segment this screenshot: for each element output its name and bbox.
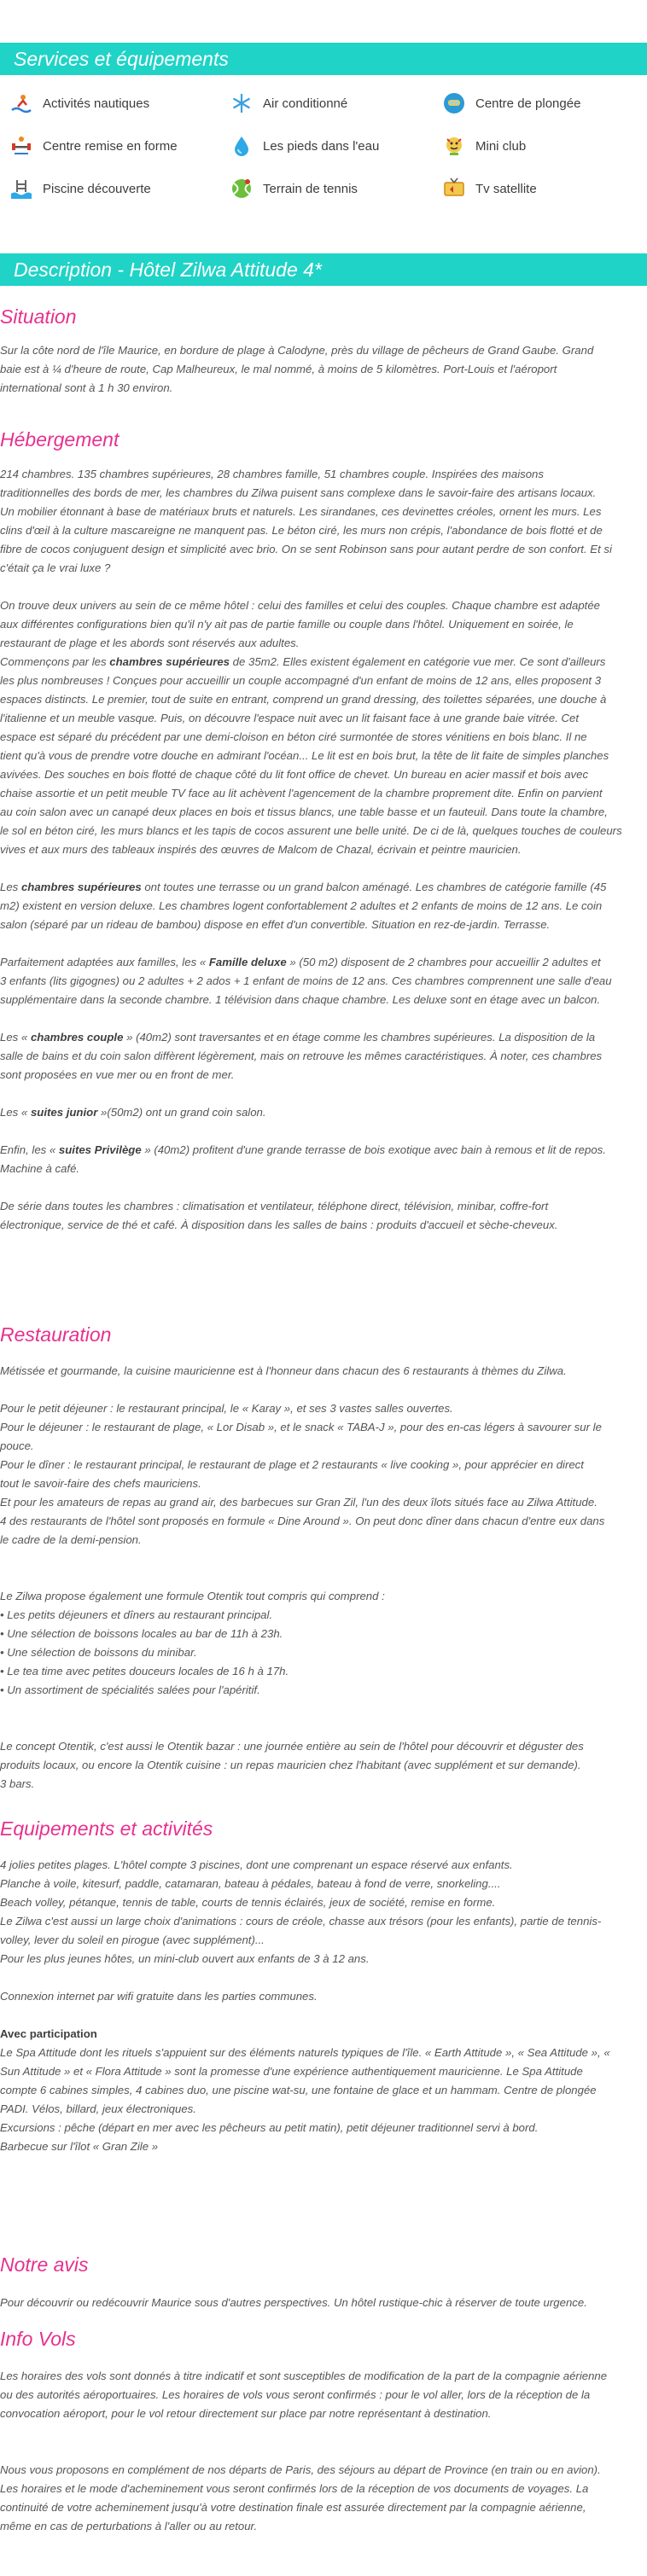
text-line: • Le tea time avec petites douceurs locales de 16 h à 17h. xyxy=(0,1665,289,1678)
text-line: Le concept Otentik, c'est aussi le Otentik bazar : une journée entière au sein de l'hôtel pour découvrir et déguster des xyxy=(0,1740,584,1753)
text-line: Connexion internet par wifi gratuite dans les parties communes. xyxy=(0,1990,318,2003)
water-sports-icon xyxy=(9,90,34,116)
hebergement-title: Hébergement xyxy=(0,428,119,451)
text-line: Beach volley, pétanque, tennis de table, courts de tennis éclairés, jeux de société, remise en forme. xyxy=(0,1896,496,1909)
amenity-fitness-center: Centre remise en forme xyxy=(9,133,178,159)
text-line: Et pour les amateurs de repas au grand air, des barbecues sur Gran Zil, l'un des deux îlots situés face au Zilwa Attitude. xyxy=(0,1496,597,1509)
text-line: PADI. Vélos, billard, jeux électroniques. xyxy=(0,2102,196,2115)
pool-icon xyxy=(9,176,34,201)
satellite-tv-icon xyxy=(441,176,467,201)
paragraph-gap xyxy=(0,1568,644,1587)
amenity-diving-center: Centre de plongée xyxy=(441,90,580,116)
text-line: • Les petits déjeuners et dîners au restaurant principal. xyxy=(0,1608,273,1621)
info-vols-text: Les horaires des vols sont donnés à titre indicatif et sont susceptibles de modification de la part de la compagnie aérienne ou des autorités aéroportuaires. Les horaires de vols vous seront confirmés : pour le vol aller, lors de la réception de la convocation aéroport, pour le vol retour directement sur place par notre représentant à destination. Nous vous proposons en complément de nos départs de Paris, des séjours au départ de Province (en train ou en avion). Les horaires et le mode d'acheminement vous seront confirmés lors de la réception de vos documents de voyages. La continuité de votre acheminement jusqu'à votre destination finale est assurée directement par la compagnie aérienne, même en cas de perturbations à l'aller ou au retour. xyxy=(0,2370,608,2532)
text-line: 4 des restaurants de l'hôtel sont proposés en formule « Dine Around ». On peut donc dîner dans chacun d'entre eux dans xyxy=(0,1515,605,1527)
amenity-outdoor-pool: Piscine découverte xyxy=(9,176,151,201)
text-line: • Une sélection de boissons locales au bar de 11h à 23h. xyxy=(0,1627,283,1640)
text-line: 4 jolies petites plages. L'hôtel compte 3 piscines, dont une comprenant un espace réservé aux enfants. xyxy=(0,1858,513,1871)
hebergement-text: 214 chambres. 135 chambres supérieures, 28 chambres famille, 51 chambres couple. Inspirées des maisons traditionnelles des bords de mer, les chambres du Zilwa puisent sans complexe dans le savoir-faire des artisans locaux. Un mobilier étonnant à base de matériaux bruts et naturels. Les sirandanes, ces devinettes créoles, ornent les murs. Les clins d'œil à la culture mascareigne ne manquent pas. Le béton ciré, les murs non crépis, l'abondance de bois flotté et de fibre de cocos conjuguent design et simplicité avec brio. On se sent Robinson sans pour autant perdre de son confort. Et si c'était ça le vrai luxe ? On trouve deux univers au sein de ce même hôtel : celui des familles et celui des couples. Chaque chambre est adaptée aux différentes configurations bien qu'il n'y ait pas de partie famille ou couple dans l'hôtel. Uniquement en soirée, le restaurant de plage et les abords sont réservés aux adultes. Commençons par les chambres supérieures de 35m2. Elles existent également en catégorie vue mer. Ce sont d'ailleurs les plus nombreuses ! Conçues pour accueillir un couple accompagné d'un enfant de moins de 12 ans, elles proposent 3 espaces distincts. Le premier, tout de suite en entrant, comprend un grand dressing, des toilettes séparées, une douche à l'italienne et un meuble vasque. Puis, on découvre l'espace nuit avec un lit faisant face à une grande baie vitrée. Cet espace est séparé du précédent par une demi-cloison en béton ciré surmontée de stores vénitiens en bois blanc. Il ne tient qu'à vous de prendre votre douche en admirant l'océan... Le lit est en bois brut, la tête de lit faite de simples planches avivées. Des souches en bois flotté de chaque côté du lit font office de chevet. Un bureau en acier massif et bois avec chaise assortie et un petit meuble TV face au lit achèvent l'agencement de la chambre proprement dite. Enfin on parvient au coin salon avec un canapé deux places en bois et tissus blancs, une table basse et un fauteuil. Dans toute la chambre, le sol en béton ciré, les murs blancs et les tapis de cocos assurent une belle unité. De ci de là, quelques touches de couleurs vives et aux murs des tableaux inspirés des œuvres de Malcom de Chazal, écrivain et peintre mauricien. Les chambres supérieures ont toutes une terrasse ou un grand balcon aménagé. Les chambres de catégorie famille (45 m2) existent en version deluxe. Les chambres logent confortablement 2 adultes et 2 enfants de moins de 12 ans. Le coin salon (séparé par un rideau de bambou) dispose en effet d'un convertible. Situation en rez-de-jardin. Terrasse. Parfaitement adaptées aux familles, les « Famille deluxe » (50 m2) disposent de 2 chambres pour accueillir 2 adultes et 3 enfants (lits gigognes) ou 2 adultes + 2 ados + 1 enfant de moins de 12 ans. Ces chambres comprennent une salle d'eau supplémentaire dans la seconde chambre. 1 télévision dans chaque chambre. Les deluxe sont en étage avec un balcon. Les « chambres couple » (40m2) sont traversantes et en étage comme les chambres supérieures. La disposition de la salle de bains et du coin salon diffèrent légèrement, mais on retrouve les mêmes caractéristiques. À noter, ces chambres sont proposées en vue mer ou en front de mer. Les « suites junior »(50m2) ont un grand coin salon. Enfin, les « suites Privilège » (40m2) profitent d'une grande terrasse de bois exotique avec bain à remous et lit de repos. Machine à café. De série dans toutes les chambres : climatisation et ventilateur, téléphone direct, télévision, minibar, coffre-fort électronique, service de thé et café. À disposition dans les salles de bains : produits d'accueil et sèche-cheveux. xyxy=(0,468,622,1231)
equipements-text xyxy=(0,1856,644,2156)
equipements-title: Equipements et activités xyxy=(0,1817,213,1840)
text-line: produits locaux, ou encore la Otentik cuisine : un repas mauricien chez l'habitant (avec supplément et sur demande). xyxy=(0,1759,581,1771)
kids-club-icon xyxy=(441,133,467,159)
notre-avis-text: Pour découvrir ou redécouvrir Maurice sous d'autres perspectives. Un hôtel rustique-chic à réserver de toute urgence. xyxy=(0,2296,587,2309)
text-line: pouce. xyxy=(0,1439,34,1452)
services-header xyxy=(0,43,647,75)
text-line: • Un assortiment de spécialités salées pour l'apéritif. xyxy=(0,1683,260,1696)
amenity-kids-club: Mini club xyxy=(441,133,526,159)
water-drop-icon xyxy=(229,133,254,159)
tennis-icon xyxy=(229,176,254,201)
restauration-title: Restauration xyxy=(0,1323,112,1346)
situation-text: Sur la côte nord de l'île Maurice, en bordure de plage à Calodyne, près du village de pêcheurs de Grand Gaube. Grand baie est à ¼ d'heure de route, Cap Malheureux, le mal nommé, à moins de 5 kilomètres. Port-Louis et l'aéroport international sont à 1 h 30 environ. xyxy=(0,344,594,394)
text-line: 3 bars. xyxy=(0,1777,35,1790)
info-vols-title: Info Vols xyxy=(0,2328,76,2350)
text-line: Pour le dîner : le restaurant principal, le restaurant de plage et 2 restaurants « live cooking », pour apprécier en direct xyxy=(0,1458,584,1471)
amenity-satellite-tv: Tv satellite xyxy=(441,176,537,201)
paragraph-gap xyxy=(0,1968,644,1987)
situation-title: Situation xyxy=(0,305,77,328)
participation-title: Avec participation xyxy=(0,2027,97,2040)
text-line: Le Spa Attitude dont les rituels s'appuient sur des éléments naturels typiques de l'île. « Earth Attitude », « Sea Attitude », « xyxy=(0,2046,610,2059)
paragraph-gap xyxy=(0,1700,644,1718)
restauration-text xyxy=(0,1362,644,1794)
text-line: Métissée et gourmande, la cuisine mauricienne est à l'honneur dans chacun des 6 restaurants à thèmes du Zilwa. xyxy=(0,1364,567,1377)
paragraph-gap xyxy=(0,1550,644,1568)
diving-icon xyxy=(441,90,467,116)
text-line: Le Zilwa propose également une formule Otentik tout compris qui comprend : xyxy=(0,1590,385,1602)
paragraph-gap xyxy=(0,2006,644,2025)
description-header xyxy=(0,253,647,286)
amenity-air-conditioning: Air conditionné xyxy=(229,90,347,116)
text-line: Planche à voile, kitesurf, paddle, catamaran, bateau à pédales, bateau à fond de verre, snorkeling.... xyxy=(0,1877,501,1890)
amenity-beachfront: Les pieds dans l'eau xyxy=(229,133,379,159)
amenity-water-sports: Activités nautiques xyxy=(9,90,149,116)
text-line: Barbecue sur l'îlot « Gran Zile » xyxy=(0,2140,159,2153)
paragraph-gap xyxy=(0,1718,644,1737)
text-line: volley, lever du soleil en pirogue (avec supplément)... xyxy=(0,1933,265,1946)
text-line: Pour le déjeuner : le restaurant de plage, « Lor Disab », et le snack « TABA-J », pour des en-cas légers à savourer sur le xyxy=(0,1421,602,1433)
text-line: Pour le petit déjeuner : le restaurant principal, le « Karay », et ses 3 vastes salles ouvertes. xyxy=(0,1402,453,1415)
text-line: Sun Attitude » et « Flora Attitude » sont la promesse d'une expérience authentiquement mauricienne. Le Spa Attitude xyxy=(0,2065,583,2078)
description-title: Description - Hôtel Zilwa Attitude 4* xyxy=(14,259,322,281)
text-line: le cadre de la demi-pension. xyxy=(0,1533,142,1546)
services-title: Services et équipements xyxy=(14,48,229,70)
text-line: compte 6 cabines simples, 4 cabines duo, une piscine wat-su, une fontaine de glace et un hammam. Centre de plongée xyxy=(0,2084,597,2096)
text-line: • Une sélection de boissons du minibar. xyxy=(0,1646,197,1659)
fitness-icon xyxy=(9,133,34,159)
amenity-tennis-court: Terrain de tennis xyxy=(229,176,358,201)
snowflake-icon xyxy=(229,90,254,116)
text-line: Pour les plus jeunes hôtes, un mini-club ouvert aux enfants de 3 à 12 ans. xyxy=(0,1952,370,1965)
text-line: Le Zilwa c'est aussi un large choix d'animations : cours de créole, chasse aux trésors (pour les enfants), partie de tennis- xyxy=(0,1915,602,1928)
text-line: Excursions : pêche (départ en mer avec les pêcheurs au petit matin), petit déjeuner traditionnel servi à bord. xyxy=(0,2121,539,2134)
notre-avis-title: Notre avis xyxy=(0,2253,89,2276)
text-line: tout le savoir-faire des chefs mauriciens. xyxy=(0,1477,201,1490)
paragraph-gap xyxy=(0,1381,644,1399)
